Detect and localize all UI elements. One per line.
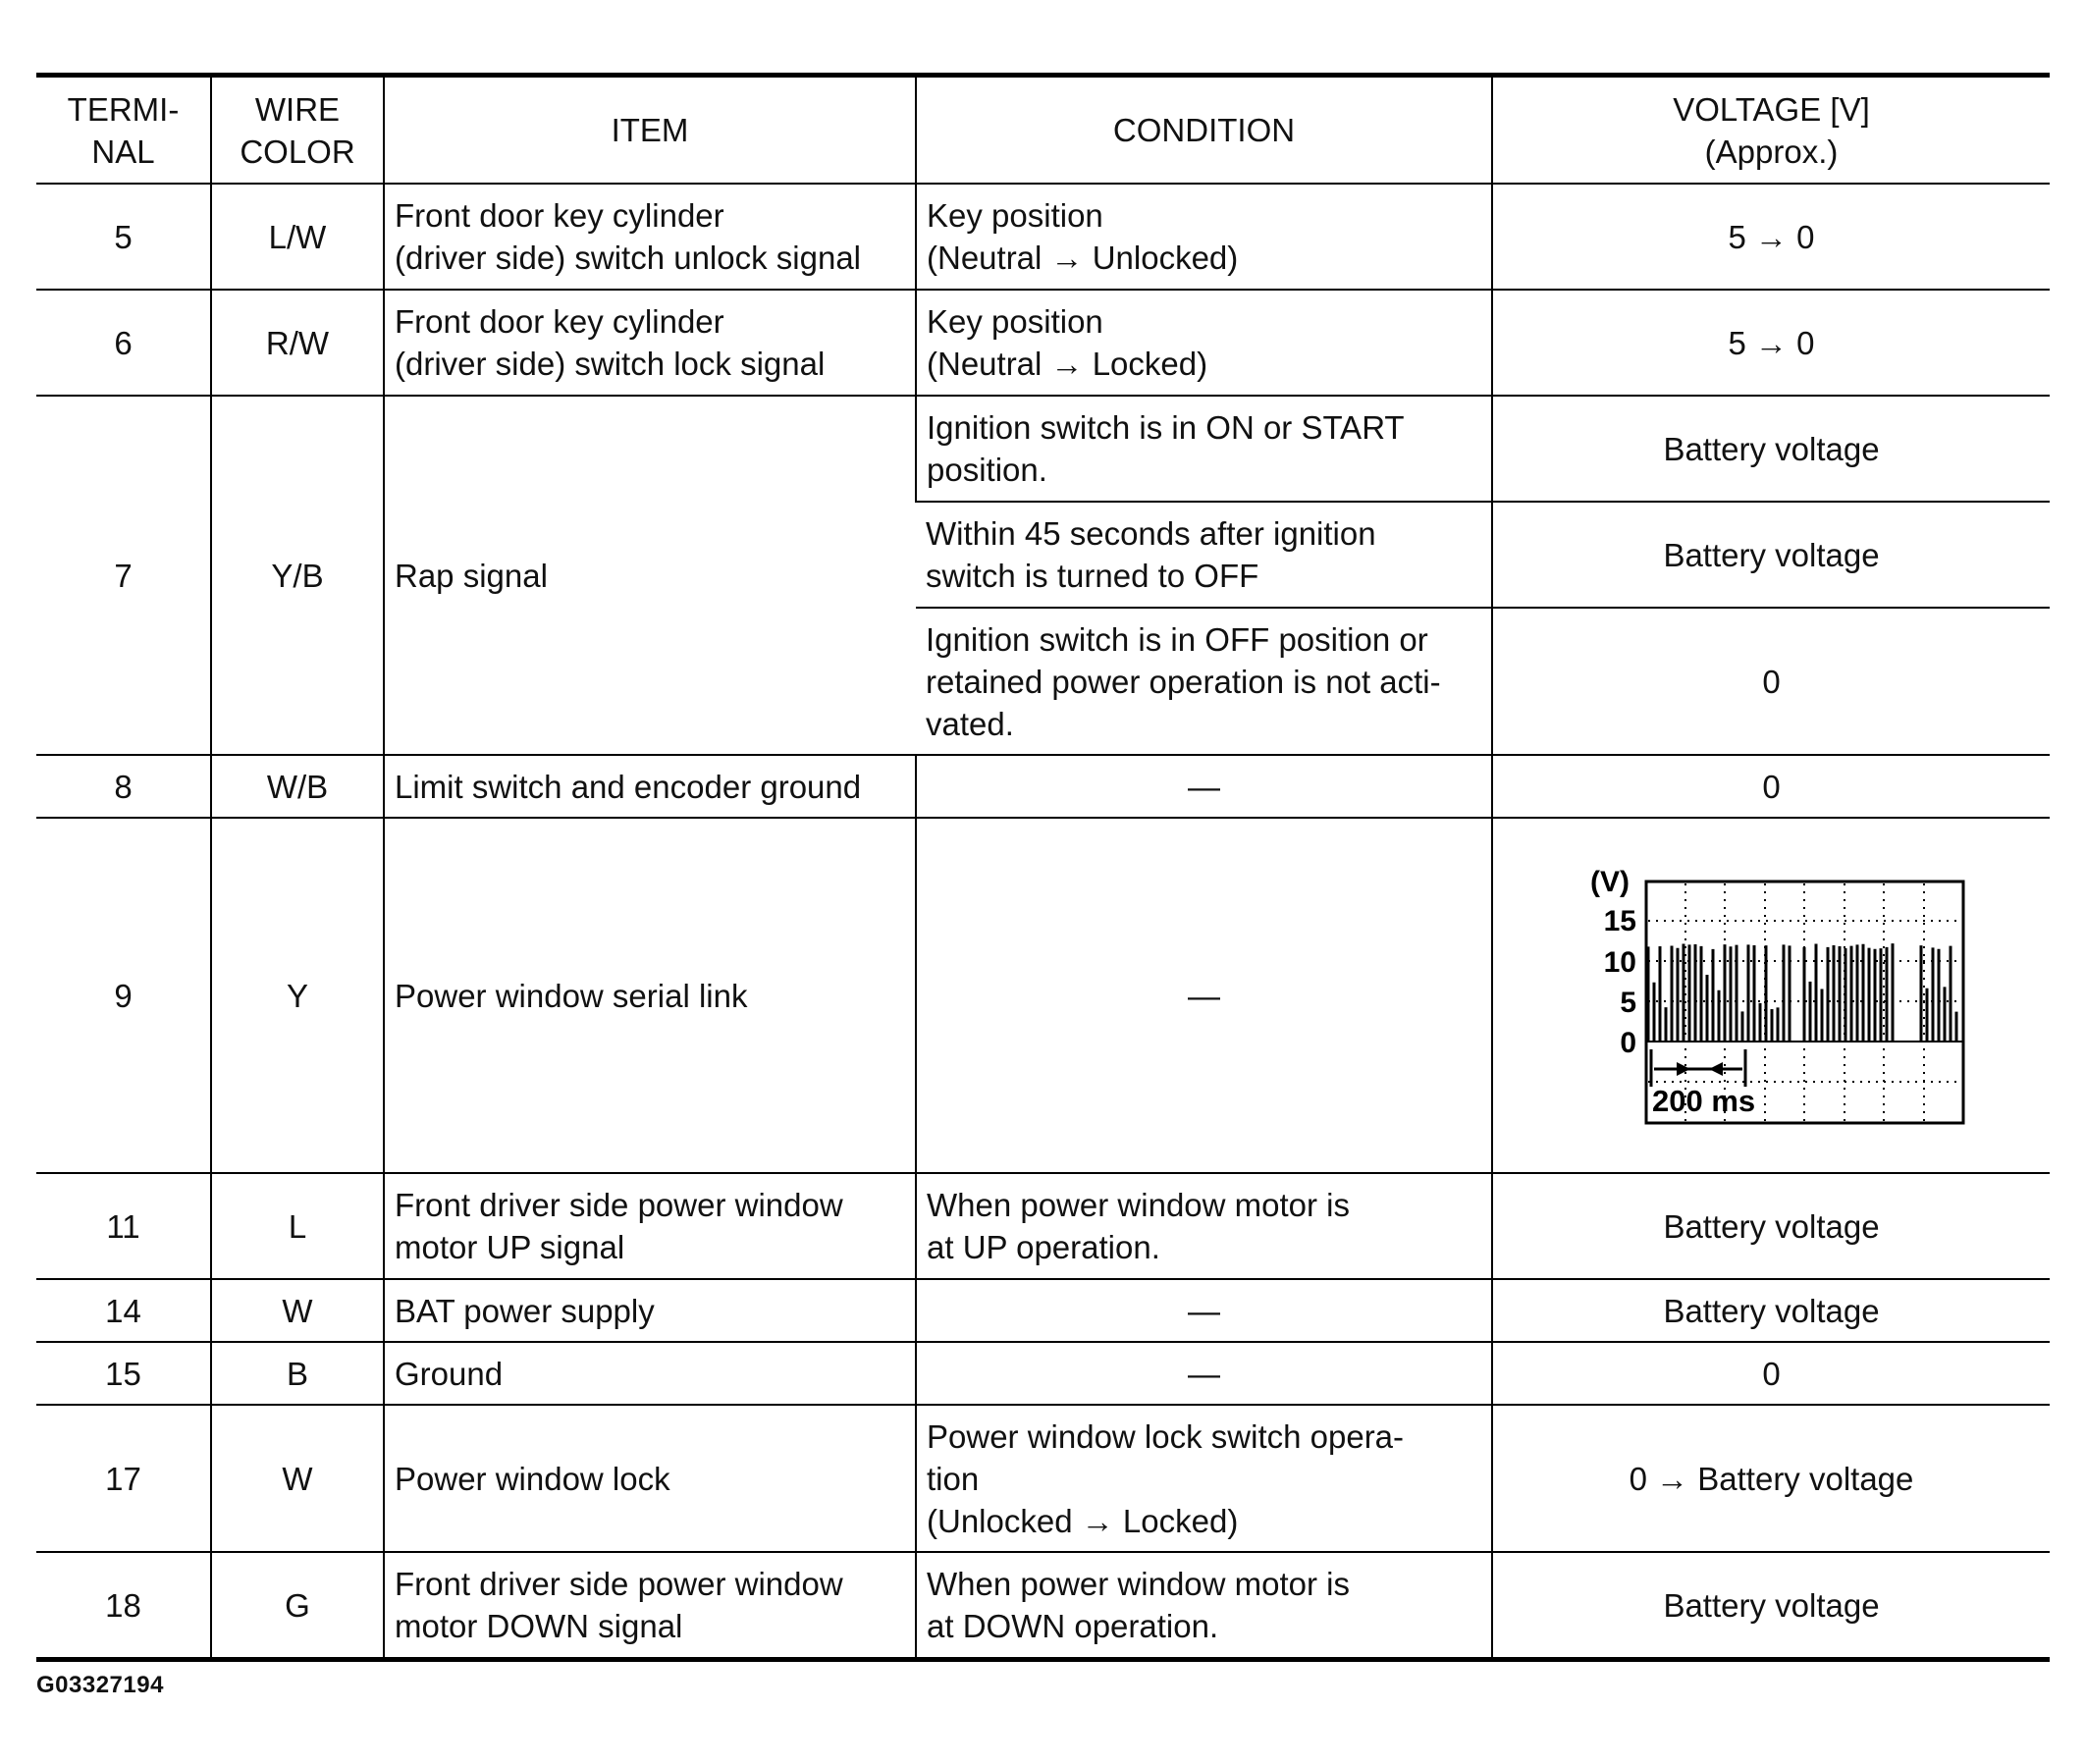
waveform-y-tick: 5 <box>1619 987 1636 1019</box>
voltage-cell: 5 → 0 <box>1492 290 2050 396</box>
waveform-unit-label: (V) <box>1589 866 1630 898</box>
table-row <box>36 184 2050 290</box>
wire-color-cell: B <box>211 1342 384 1405</box>
waveform-y-tick: 15 <box>1603 905 1636 937</box>
condition-cell: — <box>916 818 1492 1173</box>
item-cell: Power window serial link <box>384 818 916 1173</box>
item-cell: Front door key cylinder (driver side) switch unlock signal <box>384 184 916 290</box>
table-row <box>36 396 2050 502</box>
figure-code: G03327194 <box>36 1672 164 1698</box>
terminal-voltage-table <box>36 73 2050 1662</box>
terminal-cell: 17 <box>36 1405 211 1552</box>
condition-cell: Within 45 seconds after ignition switch is turned to OFF <box>916 502 1492 608</box>
terminal-cell: 5 <box>36 184 211 290</box>
voltage-cell: 5 → 0 <box>1492 184 2050 290</box>
terminal-cell: 15 <box>36 1342 211 1405</box>
wire-color-cell: W <box>211 1405 384 1552</box>
waveform-y-tick: 0 <box>1619 1027 1636 1059</box>
table-row <box>36 755 2050 818</box>
condition-cell: When power window motor is at UP operation. <box>916 1173 1492 1279</box>
serial-pulse-train <box>1648 943 1956 1042</box>
voltage-cell: 0 <box>1492 755 2050 818</box>
wire-color-cell: L/W <box>211 184 384 290</box>
condition-cell: Power window lock switch opera- tion (Unlocked → Locked) <box>916 1405 1492 1552</box>
wire-color-cell: Y <box>211 818 384 1173</box>
table-row <box>36 818 2050 1173</box>
voltage-cell: Battery voltage <box>1492 1173 2050 1279</box>
voltage-cell: 0 <box>1492 1342 2050 1405</box>
voltage-cell: Battery voltage <box>1492 1552 2050 1660</box>
terminal-cell: 14 <box>36 1279 211 1342</box>
condition-cell: When power window motor is at DOWN operation. <box>916 1552 1492 1660</box>
wire-color-cell: W/B <box>211 755 384 818</box>
voltage-cell: Battery voltage <box>1492 1279 2050 1342</box>
terminal-cell: 9 <box>36 818 211 1173</box>
table-row <box>36 1173 2050 1279</box>
table-row <box>36 1279 2050 1342</box>
waveform-time-label: 200 ms <box>1651 1084 1755 1118</box>
header-wire-color: WIRE COLOR <box>211 76 384 185</box>
item-cell: Ground <box>384 1342 916 1405</box>
table-row <box>36 290 2050 396</box>
item-cell: Front door key cylinder (driver side) switch lock signal <box>384 290 916 396</box>
voltage-cell <box>1492 818 2050 1173</box>
condition-cell: Ignition switch is in ON or START position. <box>916 396 1492 502</box>
header-terminal: TERMI- NAL <box>36 76 211 185</box>
voltage-cell: Battery voltage <box>1492 502 2050 608</box>
wire-color-cell: L <box>211 1173 384 1279</box>
item-cell: Front driver side power window motor UP signal <box>384 1173 916 1279</box>
condition-cell: — <box>916 1279 1492 1342</box>
header-voltage: VOLTAGE [V] (Approx.) <box>1492 76 2050 185</box>
terminal-cell: 7 <box>36 396 211 755</box>
terminal-cell: 8 <box>36 755 211 818</box>
terminal-cell: 6 <box>36 290 211 396</box>
serial-link-waveform <box>1566 848 1978 1143</box>
condition-cell: Key position (Neutral → Unlocked) <box>916 184 1492 290</box>
terminal-cell: 18 <box>36 1552 211 1660</box>
header-item: ITEM <box>384 76 916 185</box>
wire-color-cell: G <box>211 1552 384 1660</box>
voltage-cell: Battery voltage <box>1492 396 2050 502</box>
condition-cell: Ignition switch is in OFF position or retained power operation is not acti- vated. <box>916 608 1492 755</box>
voltage-cell: 0 <box>1492 608 2050 755</box>
terminal-inspection-sheet <box>36 73 2050 1662</box>
voltage-cell: 0 → Battery voltage <box>1492 1405 2050 1552</box>
table-row <box>36 1342 2050 1405</box>
wire-color-cell: Y/B <box>211 396 384 755</box>
item-cell: BAT power supply <box>384 1279 916 1342</box>
wire-color-cell: R/W <box>211 290 384 396</box>
wire-color-cell: W <box>211 1279 384 1342</box>
table-row <box>36 1405 2050 1552</box>
terminal-cell: 11 <box>36 1173 211 1279</box>
item-cell: Rap signal <box>384 396 916 755</box>
item-cell: Limit switch and encoder ground <box>384 755 916 818</box>
item-cell: Front driver side power window motor DOWN signal <box>384 1552 916 1660</box>
waveform-y-tick: 10 <box>1603 946 1636 979</box>
condition-cell: Key position (Neutral → Locked) <box>916 290 1492 396</box>
condition-cell: — <box>916 755 1492 818</box>
header-condition: CONDITION <box>916 76 1492 185</box>
table-row <box>36 1552 2050 1660</box>
header-row <box>36 76 2050 185</box>
condition-cell: — <box>916 1342 1492 1405</box>
item-cell: Power window lock <box>384 1405 916 1552</box>
